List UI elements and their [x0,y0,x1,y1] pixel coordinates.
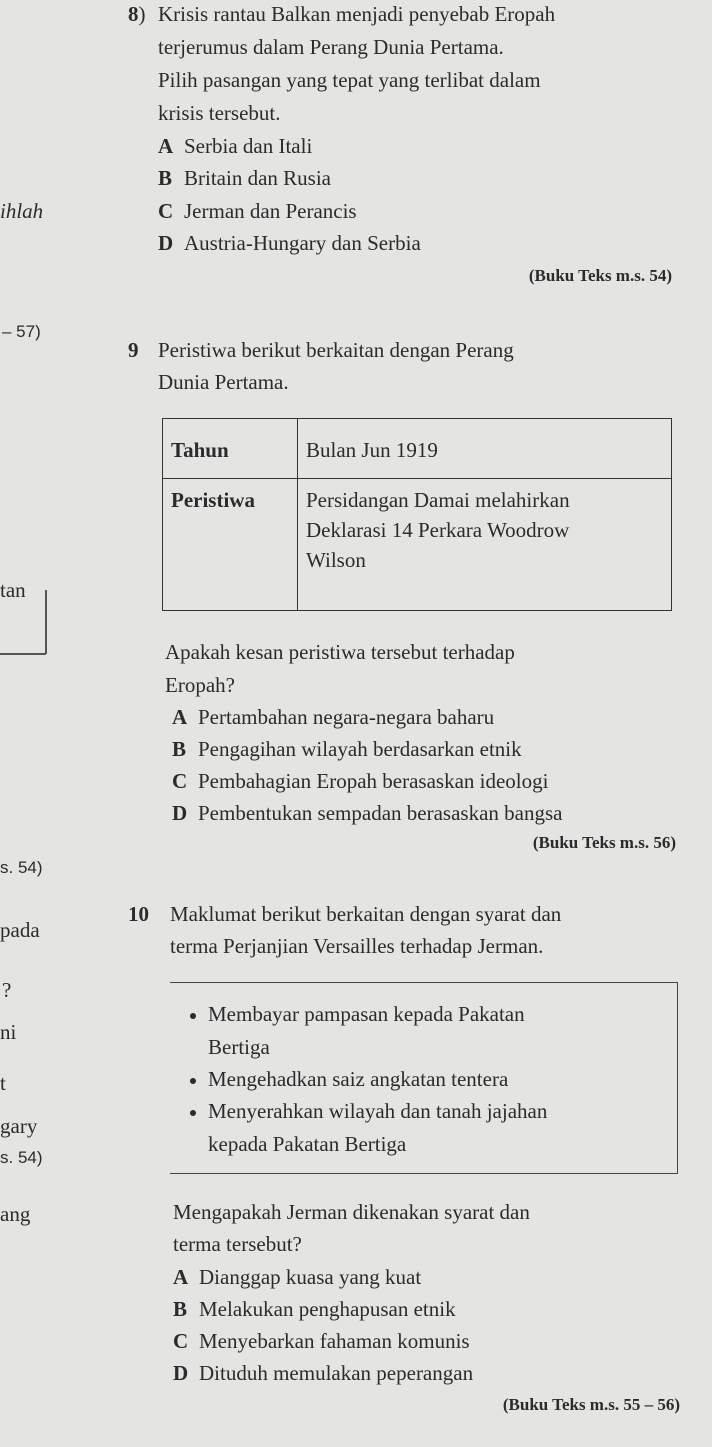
q10-info-item-3-line-1: Menyerahkan wilayah dan tanah jajahan [208,1099,548,1123]
q10-reference: (Buku Teks m.s. 55 – 56) [502,1395,680,1414]
q10-stem-line-2: terma Perjanjian Versailles terhadap Jerman. [170,934,544,958]
q9-event-line-3: Wilson [306,548,366,572]
margin-text-pada: pada [0,918,40,942]
q10-number: 10 [128,902,149,926]
margin-text-ni: ni [0,1020,17,1044]
q8-option-a[interactable]: A Serbia dan Itali [158,134,313,158]
q10-bullet-1 [190,1013,196,1019]
q9-option-d[interactable]: D Pembentukan sempadan berasaskan bangsa [172,801,563,825]
margin-text-ang: ang [0,1202,31,1226]
q10-bullet-2 [190,1078,196,1084]
q10-bullet-3 [190,1110,196,1116]
q8-option-d[interactable]: D Austria-Hungary dan Serbia [158,231,421,255]
margin-text-s54a: s. 54) [0,858,43,877]
q9-table-head-event: Peristiwa [163,479,298,611]
q9-question-line-1: Apakah kesan peristiwa tersebut terhadap [165,640,515,664]
q10-question-line-1: Mengapakah Jerman dikenakan syarat dan [173,1200,530,1224]
q10-question-line-2: terma tersebut? [173,1232,302,1256]
q9-stem-line-1: Peristiwa berikut berkaitan dengan Perang [158,338,514,362]
q8-stem-line-2: terjerumus dalam Perang Dunia Pertama. [158,35,504,59]
margin-text-s54b: s. 54) [0,1148,43,1167]
margin-text-t: t [0,1071,6,1095]
q9-info-table [162,418,672,611]
margin-text-ref57: – 57) [2,322,41,341]
q9-event-line-1: Persidangan Damai melahirkan [306,488,570,512]
q10-option-b[interactable]: B Melakukan penghapusan etnik [173,1297,456,1321]
q8-number: 8) [128,2,146,26]
q8-stem-line-3: Pilih pasangan yang tepat yang terlibat dalam [158,68,541,92]
margin-text-gary: gary [0,1114,38,1138]
q8-reference: (Buku Teks m.s. 54) [528,266,672,285]
q9-table-value-event [298,479,672,611]
q10-info-item-3-line-2: kepada Pakatan Bertiga [208,1132,407,1156]
q9-number: 9 [128,338,139,362]
q9-event-line-2: Deklarasi 14 Perkara Woodrow [306,518,570,542]
q8-option-b[interactable]: B Britain dan Rusia [158,166,331,190]
q10-option-a[interactable]: A Dianggap kuasa yang kuat [173,1265,422,1289]
q9-option-a[interactable]: A Pertambahan negara-negara baharu [172,705,495,729]
q9-option-c[interactable]: C Pembahagian Eropah berasaskan ideologi [172,769,549,793]
q9-question-line-2: Eropah? [165,673,235,697]
q9-table-head-year: Tahun [163,419,298,479]
margin-text-ihlah: ihlah [0,199,44,223]
margin-text-tan: tan [0,578,26,602]
q10-option-c[interactable]: C Menyebarkan fahaman komunis [173,1329,470,1353]
q10-option-d[interactable]: D Dituduh memulakan peperangan [173,1361,474,1385]
q9-option-b[interactable]: B Pengagihan wilayah berdasarkan etnik [172,737,522,761]
q9-stem-line-2: Dunia Pertama. [158,370,289,394]
q10-stem-line-1: Maklumat berikut berkaitan dengan syarat dan [170,902,562,926]
q8-stem-line-4: krisis tersebut. [158,101,281,125]
q9-table-value-year: Bulan Jun 1919 [298,419,672,479]
q8-option-c[interactable]: C Jerman dan Perancis [158,199,357,223]
q10-info-item-1-line-2: Bertiga [208,1035,270,1059]
q8-stem-line-1: Krisis rantau Balkan menjadi penyebab Eropah [158,2,556,26]
margin-text-qmark: ? [2,978,12,1002]
q9-reference: (Buku Teks m.s. 56) [532,833,676,852]
q10-info-item-1-line-1: Membayar pampasan kepada Pakatan [208,1002,525,1026]
q10-info-item-2: Mengehadkan saiz angkatan tentera [208,1067,509,1091]
margin-box-right-edge [45,590,47,654]
margin-box-bottom-edge [0,653,46,655]
